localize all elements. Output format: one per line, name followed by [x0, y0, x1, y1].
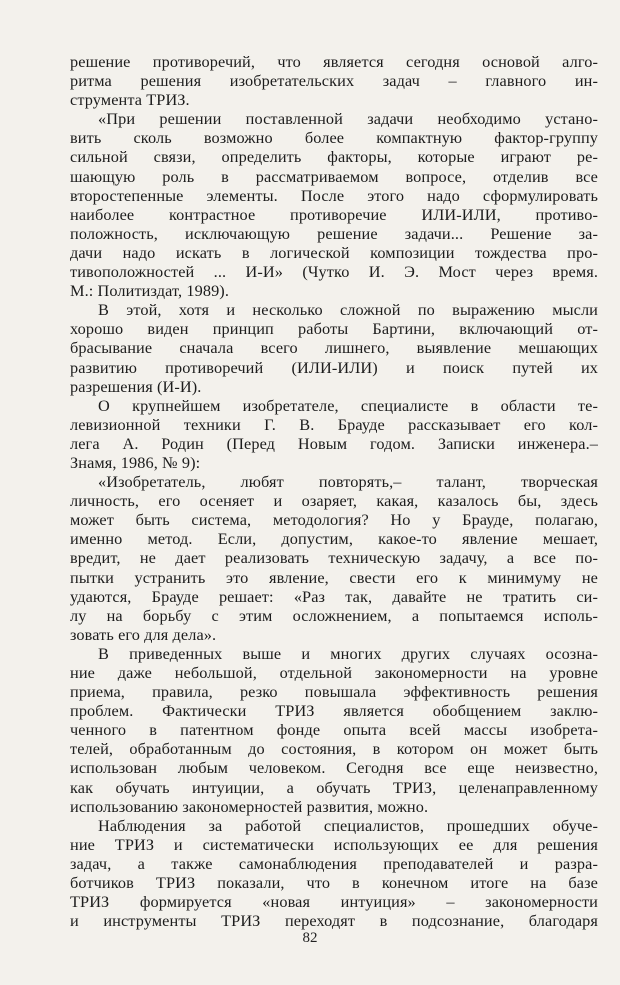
text-line: левизионной техники Г. В. Брауде рассказывает его кол- [70, 414, 598, 434]
text-line: тивоположностей ... И-И» (Чутко И. Э. Мост через время. [70, 262, 598, 282]
text-line: О крупнейшем изобретателе, специалисте в области те- [98, 395, 598, 415]
text-line: сильной связи, определить факторы, которые играют ре- [70, 147, 598, 167]
text-line: вредит, не дает реализовать техническую задачу, а все по- [70, 548, 598, 568]
text-line: задач, а также самонаблюдения преподавателей и разра- [70, 853, 598, 873]
text-line: решение противоречий, что является сегодня основой алго- [70, 52, 598, 71]
text-line: шающую роль в рассматриваемом вопросе, отделив все [70, 166, 598, 186]
text-line: телей, обработанным до состояния, в котором он может быть [70, 739, 598, 759]
text-line: В приведенных выше и многих других случаях осозна- [98, 643, 598, 663]
text-line: Наблюдения за работой специалистов, прошедших обуче- [98, 815, 598, 835]
text-line: ботчиков ТРИЗ показали, что в конечном итоге на базе [70, 873, 598, 893]
text-line: личность, его осеняет и озаряет, какая, казалось бы, здесь [70, 491, 598, 511]
text-line: развитию противоречий (ИЛИ-ИЛИ) и поиск путей их [70, 357, 598, 377]
text-line: ние даже небольшой, отдельной закономерности на уровне [70, 663, 598, 682]
page-number: 82 [302, 930, 318, 946]
text-line: второстепенные элементы. После этого надо сформулировать [70, 185, 598, 205]
text-line: лега А. Родин (Перед Новым годом. Записки инженера.– [70, 433, 598, 453]
text-line: может быть система, методология? Но у Брауде, полагаю, [70, 510, 598, 530]
text-line: и инструменты ТРИЗ переходят в подсознание, благодаря [70, 911, 598, 931]
text-line: использован любым человеком. Сегодня все еще неизвестно, [70, 758, 598, 778]
text-line: положность, исключающую решение задачи... Решение за- [70, 223, 598, 243]
text-line: дачи надо искать в логической композиции тождества про- [70, 242, 598, 262]
text-line: «Изобретатель, любят повторять,– талант, творческая [98, 472, 598, 492]
text-line: вить сколь возможно более компактную фактор-группу [70, 128, 598, 148]
text-line: брасывание сначала всего лишнего, выявление мешающих [70, 338, 598, 358]
text-line: ние ТРИЗ и систематически использующих ее для решения [70, 834, 598, 854]
text-line: пытки устранить это явление, свести его к минимуму не [70, 567, 598, 587]
text-line: М.: Политиздат, 1989). [70, 281, 230, 301]
text-line: проблем. Фактически ТРИЗ является обобщением заклю- [70, 701, 598, 721]
text-line: зовать его для дела». [70, 624, 217, 644]
text-line: «При решении поставленной задачи необходимо устано- [98, 109, 598, 129]
text-line: приема, правила, резко повышала эффективность решения [70, 682, 598, 702]
text-line: наиболее контрастное противоречие ИЛИ-ИЛИ, противо- [70, 204, 598, 224]
text-line: ТРИЗ формируется «новая интуиция» – закономерности [70, 892, 598, 912]
page-text [70, 52, 598, 930]
text-line: ритма решения изобретательских задач – главного ин- [70, 71, 598, 91]
text-line: В этой, хотя и несколько сложной по выражению мысли [98, 300, 598, 320]
text-line: лу на борьбу с этим осложнением, а попытаемся исполь- [70, 605, 598, 625]
text-line: именно метод. Если, допустим, какое-то явление мешает, [70, 529, 598, 549]
text-line: струмента ТРИЗ. [70, 90, 190, 110]
text-line: Знамя, 1986, № 9): [70, 452, 201, 472]
text-line: удаются, Брауде решает: «Раз так, давайте не тратить си- [70, 586, 598, 606]
text-line: использованию закономерностей развития, можно. [70, 796, 429, 816]
text-line: хорошо виден принцип работы Бартини, включающий от- [70, 319, 598, 339]
text-line: ченного в патентном фонде опыта всей массы изобрета- [70, 720, 598, 740]
text-line: как обучать интуиции, а обучать ТРИЗ, целенаправленному [70, 777, 598, 797]
text-line: разрешения (И-И). [70, 376, 202, 396]
